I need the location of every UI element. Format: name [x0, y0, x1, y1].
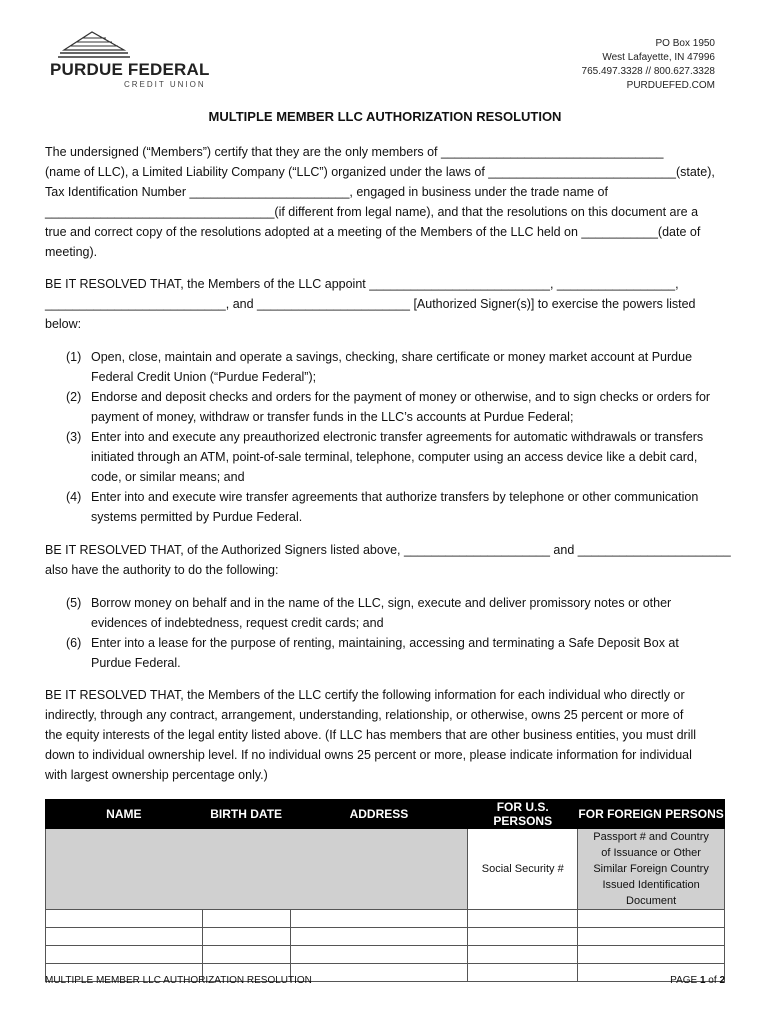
ssn-cell[interactable] [468, 964, 578, 982]
intro-paragraph [45, 142, 730, 262]
resolution-line: also have the authority to do the following: [45, 563, 279, 577]
item-number: (6) [66, 636, 82, 650]
resolution-line: the equity interests of the legal entity listed above. (If LLC has members that are other business entities, you must drill [45, 728, 697, 742]
resolution-line: __________________________, and ______________________ [Authorized Signer(s)] to exercise the powers listed [45, 297, 696, 311]
page-of: of [705, 975, 720, 986]
brand-name: PURDUE FEDERAL [50, 60, 210, 79]
item-text: Open, close, maintain and operate a savings, checking, share certificate or money market account at Purdue [91, 350, 693, 364]
footer-title: MULTIPLE MEMBER LLC AUTHORIZATION RESOLUTION [45, 975, 312, 986]
list-item [66, 593, 731, 633]
building-logo-icon [54, 30, 134, 60]
resolution-line: below: [45, 317, 82, 331]
table-row [46, 946, 725, 964]
item-number: (3) [66, 430, 82, 444]
ownership-table [45, 799, 725, 982]
intro-line: Tax Identification Number _______________________, engaged in business under the trade name of [45, 185, 608, 199]
item-number: (2) [66, 390, 82, 404]
item-text: Enter into a lease for the purpose of renting, maintaining, accessing and terminating a Safe Deposit Box at [91, 636, 679, 650]
item-text: initiated through an ATM, point-of-sale terminal, telephone, computer using an access device like a debit card, [91, 450, 698, 464]
item-text: Endorse and deposit checks and orders for the payment of money or otherwise, and to sign checks or orders for [91, 390, 711, 404]
foreign-id-label-line: of Issuance or Other [601, 847, 701, 859]
item-number: (5) [66, 596, 82, 610]
address-cell[interactable] [290, 946, 468, 964]
resolution-signer-authority [45, 540, 730, 580]
table-row [46, 910, 725, 928]
item-text: evidences of indebtedness, request credit cards; and [91, 616, 384, 630]
list-item [66, 347, 731, 387]
address-cell[interactable] [290, 928, 468, 946]
powers-list-1 [66, 347, 731, 527]
resolution-line: indirectly, through any contract, arrangement, understanding, relationship, or otherwise, owns 25 percent or more of [45, 708, 684, 722]
list-item [66, 427, 731, 487]
item-text: Borrow money on behalf and in the name of the LLC, sign, execute and deliver promissory notes or other [91, 596, 672, 610]
birth-date-cell[interactable] [202, 910, 290, 928]
birth-date-cell[interactable] [202, 946, 290, 964]
address-block [582, 37, 715, 93]
item-text: Enter into and execute wire transfer agreements that authorize transfers by telephone or other communication [91, 490, 699, 504]
page-prefix: PAGE [670, 975, 700, 986]
intro-line: The undersigned (“Members”) certify that they are the only members of ________________________________ [45, 145, 664, 159]
website-line: PURDUEFED.COM [626, 80, 715, 91]
powers-list-2 [66, 593, 731, 673]
resolution-appoint-signers [45, 274, 730, 334]
resolution-line: BE IT RESOLVED THAT, the Members of the LLC certify the following information for each individual who directly or [45, 688, 685, 702]
column-header-name: NAME [46, 800, 203, 829]
foreign-id-cell[interactable] [578, 946, 725, 964]
foreign-id-label-line: Document [626, 895, 677, 907]
address-cell[interactable] [290, 964, 468, 982]
resolution-beneficial-ownership [45, 685, 730, 785]
foreign-id-label-line: Passport # and Country [593, 831, 709, 843]
column-header-us-persons: FOR U.S. PERSONS [468, 800, 578, 829]
column-header-address: ADDRESS [290, 800, 468, 829]
purdue-federal-logo [44, 30, 210, 90]
total-pages: 2 [719, 975, 725, 986]
list-item [66, 387, 731, 427]
address-cell[interactable] [290, 910, 468, 928]
item-text: code, or similar means; and [91, 470, 245, 484]
document-title: MULTIPLE MEMBER LLC AUTHORIZATION RESOLUTION [208, 109, 562, 124]
item-text: Purdue Federal. [91, 656, 181, 670]
foreign-id-label-line: Similar Foreign Country [593, 863, 709, 875]
intro-line: true and correct copy of the resolutions adopted at a meeting of the Members of the LLC held on ___________(date of [45, 225, 701, 239]
shaded-cell [46, 829, 468, 910]
list-item [66, 633, 731, 673]
ssn-cell[interactable] [468, 928, 578, 946]
item-text: systems permitted by Purdue Federal. [91, 510, 303, 524]
address-line: West Lafayette, IN 47996 [602, 52, 715, 63]
ssn-cell[interactable] [468, 910, 578, 928]
foreign-id-cell[interactable] [578, 910, 725, 928]
resolution-line: BE IT RESOLVED THAT, of the Authorized Signers listed above, _____________________ and ______________________ [45, 543, 731, 557]
intro-line: _________________________________(if different from legal name), and that the resolutions on this document are a [45, 205, 699, 219]
page-number [670, 975, 725, 986]
column-header-birth-date: BIRTH DATE [202, 800, 290, 829]
table-row [46, 928, 725, 946]
phone-line: 765.497.3328 // 800.627.3328 [581, 66, 715, 77]
social-security-label: Social Security # [468, 829, 578, 910]
item-number: (1) [66, 350, 82, 364]
item-number: (4) [66, 490, 82, 504]
table-subheader-row [46, 829, 725, 910]
resolution-line: with largest ownership percentage only.) [45, 768, 268, 782]
current-page: 1 [699, 975, 706, 986]
list-item [66, 487, 731, 527]
column-header-foreign-persons: FOR FOREIGN PERSONS [578, 800, 725, 829]
name-cell[interactable] [46, 910, 203, 928]
item-text: Enter into and execute any preauthorized electronic transfer agreements for automatic withdrawals or transfers [91, 430, 704, 444]
item-text: Federal Credit Union (“Purdue Federal”); [91, 370, 317, 384]
foreign-id-cell[interactable] [578, 928, 725, 946]
item-text: payment of money, withdraw or transfer funds in the LLC’s accounts at Purdue Federal; [91, 410, 574, 424]
name-cell[interactable] [46, 946, 203, 964]
ssn-cell[interactable] [468, 946, 578, 964]
foreign-id-label [578, 829, 725, 910]
brand-subtitle: CREDIT UNION [124, 80, 206, 89]
name-cell[interactable] [46, 928, 203, 946]
address-line: PO Box 1950 [655, 38, 715, 49]
intro-line: (name of LLC), a Limited Liability Company (“LLC”) organized under the laws of ___________________________(state), [45, 165, 715, 179]
resolution-line: down to individual ownership level. If no individual owns 25 percent or more, please indicate information for individual [45, 748, 692, 762]
intro-line: meeting). [45, 245, 98, 259]
foreign-id-label-line: Issued Identification [602, 879, 700, 891]
birth-date-cell[interactable] [202, 928, 290, 946]
resolution-line: BE IT RESOLVED THAT, the Members of the LLC appoint __________________________, _________________, [45, 277, 679, 291]
